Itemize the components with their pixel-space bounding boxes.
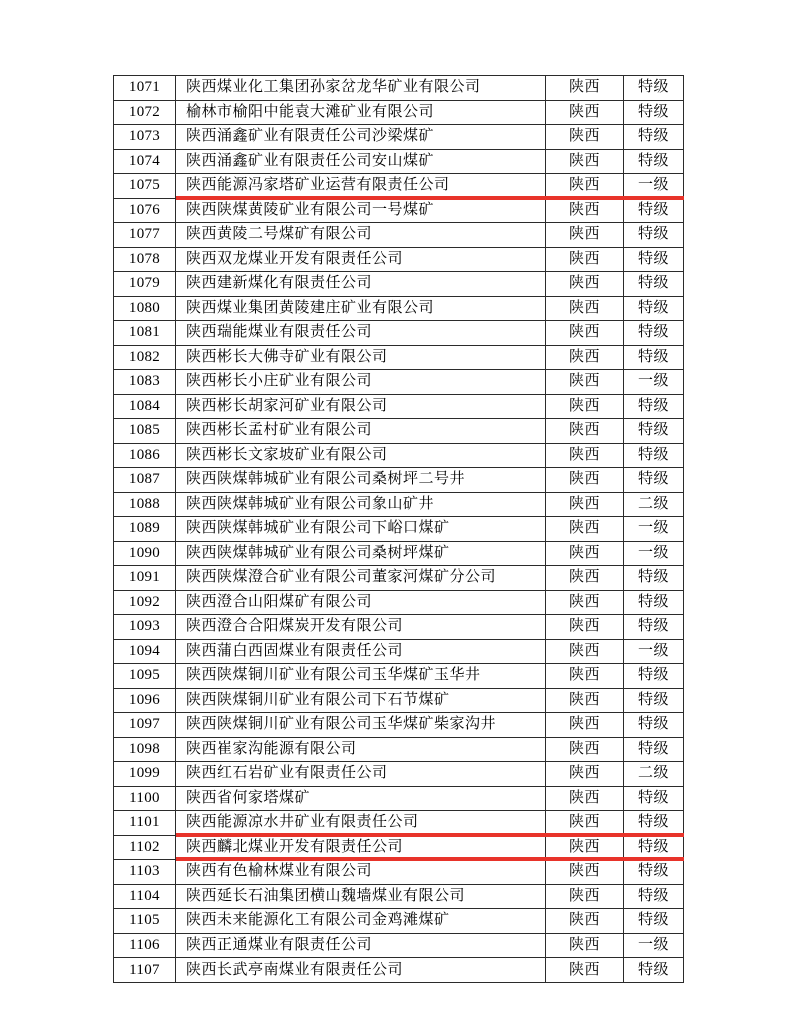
table-row: [114, 762, 684, 787]
province: 陕西: [546, 76, 624, 101]
table-row: [114, 517, 684, 542]
table-row: [114, 223, 684, 248]
table-row: [114, 76, 684, 101]
province: 陕西: [546, 664, 624, 689]
table-row: [114, 615, 684, 640]
grade: 特级: [624, 787, 684, 812]
row-number: 1101: [114, 811, 176, 836]
table-row: [114, 150, 684, 175]
row-number: 1105: [114, 909, 176, 934]
grade: 一级: [624, 517, 684, 542]
company-name: 榆林市榆阳中能袁大滩矿业有限公司: [176, 101, 546, 126]
table-row: [114, 101, 684, 126]
company-name: 陕西彬长小庄矿业有限公司: [176, 370, 546, 395]
grade: 一级: [624, 640, 684, 665]
company-name: 陕西彬长文家坡矿业有限公司: [176, 444, 546, 469]
company-grade-table: [113, 75, 684, 983]
grade: 特级: [624, 860, 684, 885]
table-row: [114, 787, 684, 812]
province: 陕西: [546, 199, 624, 224]
row-number: 1093: [114, 615, 176, 640]
table-body: [114, 76, 684, 983]
company-name: 陕西省何家塔煤矿: [176, 787, 546, 812]
table-row: [114, 909, 684, 934]
table-row: [114, 272, 684, 297]
province: 陕西: [546, 542, 624, 567]
province: 陕西: [546, 321, 624, 346]
company-name: 陕西彬长胡家河矿业有限公司: [176, 395, 546, 420]
row-number: 1092: [114, 591, 176, 616]
row-number: 1078: [114, 248, 176, 273]
grade: 特级: [624, 419, 684, 444]
grade: 二级: [624, 762, 684, 787]
row-number: 1097: [114, 713, 176, 738]
grade: 特级: [624, 713, 684, 738]
grade: 特级: [624, 76, 684, 101]
province: 陕西: [546, 934, 624, 959]
province: 陕西: [546, 395, 624, 420]
grade: 特级: [624, 223, 684, 248]
table-row: [114, 811, 684, 836]
table-row: [114, 566, 684, 591]
company-name: 陕西煤业集团黄陵建庄矿业有限公司: [176, 297, 546, 322]
table-row: [114, 860, 684, 885]
company-name: 陕西延长石油集团横山魏墙煤业有限公司: [176, 885, 546, 910]
company-name: 陕西未来能源化工有限公司金鸡滩煤矿: [176, 909, 546, 934]
grade: 二级: [624, 493, 684, 518]
company-name: 陕西黄陵二号煤矿有限公司: [176, 223, 546, 248]
province: 陕西: [546, 689, 624, 714]
province: 陕西: [546, 101, 624, 126]
grade: 特级: [624, 958, 684, 983]
grade: 特级: [624, 125, 684, 150]
company-name: 陕西陕煤黄陵矿业有限公司一号煤矿: [176, 199, 546, 224]
grade: 特级: [624, 444, 684, 469]
table-row: [114, 199, 684, 224]
row-number: 1084: [114, 395, 176, 420]
province: 陕西: [546, 223, 624, 248]
grade: 特级: [624, 615, 684, 640]
company-name: 陕西能源冯家塔矿业运营有限责任公司: [176, 174, 546, 199]
table-row: [114, 958, 684, 983]
province: 陕西: [546, 787, 624, 812]
row-number: 1071: [114, 76, 176, 101]
province: 陕西: [546, 615, 624, 640]
table-row: [114, 591, 684, 616]
grade: 一级: [624, 934, 684, 959]
table-row: [114, 640, 684, 665]
grade: 特级: [624, 664, 684, 689]
province: 陕西: [546, 836, 624, 861]
province: 陕西: [546, 885, 624, 910]
row-number: 1072: [114, 101, 176, 126]
grade: 特级: [624, 101, 684, 126]
grade: 特级: [624, 150, 684, 175]
row-number: 1083: [114, 370, 176, 395]
row-number: 1089: [114, 517, 176, 542]
grade: 特级: [624, 909, 684, 934]
table-row: [114, 370, 684, 395]
row-number: 1094: [114, 640, 176, 665]
table-row: [114, 738, 684, 763]
company-name: 陕西陕煤铜川矿业有限公司玉华煤矿玉华井: [176, 664, 546, 689]
company-name: 陕西彬长大佛寺矿业有限公司: [176, 346, 546, 371]
row-number: 1086: [114, 444, 176, 469]
grade: 特级: [624, 738, 684, 763]
row-number: 1095: [114, 664, 176, 689]
grade: 特级: [624, 836, 684, 861]
row-number: 1081: [114, 321, 176, 346]
row-number: 1079: [114, 272, 176, 297]
province: 陕西: [546, 444, 624, 469]
row-number: 1107: [114, 958, 176, 983]
company-name: 陕西煤业化工集团孙家岔龙华矿业有限公司: [176, 76, 546, 101]
province: 陕西: [546, 248, 624, 273]
province: 陕西: [546, 909, 624, 934]
table-row: [114, 934, 684, 959]
row-number: 1075: [114, 174, 176, 199]
grade: 特级: [624, 395, 684, 420]
row-number: 1077: [114, 223, 176, 248]
grade: 特级: [624, 468, 684, 493]
province: 陕西: [546, 517, 624, 542]
row-number: 1100: [114, 787, 176, 812]
row-number: 1074: [114, 150, 176, 175]
province: 陕西: [546, 713, 624, 738]
province: 陕西: [546, 150, 624, 175]
company-name: 陕西陕煤韩城矿业有限公司象山矿井: [176, 493, 546, 518]
company-name: 陕西澄合合阳煤炭开发有限公司: [176, 615, 546, 640]
table-row: [114, 713, 684, 738]
row-number: 1073: [114, 125, 176, 150]
company-name: 陕西正通煤业有限责任公司: [176, 934, 546, 959]
company-name: 陕西陕煤铜川矿业有限公司下石节煤矿: [176, 689, 546, 714]
grade: 一级: [624, 542, 684, 567]
company-name: 陕西涌鑫矿业有限责任公司沙梁煤矿: [176, 125, 546, 150]
row-number: 1106: [114, 934, 176, 959]
company-name: 陕西瑞能煤业有限责任公司: [176, 321, 546, 346]
province: 陕西: [546, 566, 624, 591]
province: 陕西: [546, 272, 624, 297]
company-name: 陕西陕煤韩城矿业有限公司桑树坪二号井: [176, 468, 546, 493]
grade: 一级: [624, 174, 684, 199]
province: 陕西: [546, 125, 624, 150]
company-name: 陕西陕煤韩城矿业有限公司下峪口煤矿: [176, 517, 546, 542]
company-name: 陕西涌鑫矿业有限责任公司安山煤矿: [176, 150, 546, 175]
row-number: 1098: [114, 738, 176, 763]
province: 陕西: [546, 174, 624, 199]
row-number: 1099: [114, 762, 176, 787]
province: 陕西: [546, 297, 624, 322]
grade: 特级: [624, 689, 684, 714]
company-name: 陕西陕煤铜川矿业有限公司玉华煤矿柴家沟井: [176, 713, 546, 738]
company-name: 陕西麟北煤业开发有限责任公司: [176, 836, 546, 861]
grade: 特级: [624, 811, 684, 836]
province: 陕西: [546, 468, 624, 493]
grade: 特级: [624, 297, 684, 322]
table-row: [114, 493, 684, 518]
table-row: [114, 174, 684, 199]
company-name: 陕西能源凉水井矿业有限责任公司: [176, 811, 546, 836]
row-number: 1087: [114, 468, 176, 493]
province: 陕西: [546, 493, 624, 518]
grade: 一级: [624, 370, 684, 395]
province: 陕西: [546, 640, 624, 665]
row-number: 1104: [114, 885, 176, 910]
grade: 特级: [624, 248, 684, 273]
table-row: [114, 125, 684, 150]
province: 陕西: [546, 762, 624, 787]
province: 陕西: [546, 958, 624, 983]
grade: 特级: [624, 885, 684, 910]
table-row: [114, 248, 684, 273]
table-row: [114, 885, 684, 910]
province: 陕西: [546, 591, 624, 616]
table-row: [114, 297, 684, 322]
company-name: 陕西双龙煤业开发有限责任公司: [176, 248, 546, 273]
table-row: [114, 395, 684, 420]
grade: 特级: [624, 321, 684, 346]
row-number: 1080: [114, 297, 176, 322]
row-number: 1091: [114, 566, 176, 591]
row-number: 1082: [114, 346, 176, 371]
company-name: 陕西红石岩矿业有限责任公司: [176, 762, 546, 787]
company-name: 陕西陕煤韩城矿业有限公司桑树坪煤矿: [176, 542, 546, 567]
row-number: 1090: [114, 542, 176, 567]
province: 陕西: [546, 370, 624, 395]
table-row: [114, 664, 684, 689]
company-name: 陕西有色榆林煤业有限公司: [176, 860, 546, 885]
table-row: [114, 689, 684, 714]
grade: 特级: [624, 591, 684, 616]
table-row: [114, 542, 684, 567]
row-number: 1103: [114, 860, 176, 885]
company-name: 陕西澄合山阳煤矿有限公司: [176, 591, 546, 616]
grade: 特级: [624, 566, 684, 591]
grade: 特级: [624, 199, 684, 224]
row-number: 1088: [114, 493, 176, 518]
grade: 特级: [624, 272, 684, 297]
table-row: [114, 346, 684, 371]
province: 陕西: [546, 860, 624, 885]
table-row: [114, 468, 684, 493]
row-number: 1076: [114, 199, 176, 224]
company-name: 陕西建新煤化有限责任公司: [176, 272, 546, 297]
table-row: [114, 321, 684, 346]
company-name: 陕西蒲白西固煤业有限责任公司: [176, 640, 546, 665]
company-name: 陕西崔家沟能源有限公司: [176, 738, 546, 763]
company-name: 陕西长武亭南煤业有限责任公司: [176, 958, 546, 983]
province: 陕西: [546, 346, 624, 371]
grade: 特级: [624, 346, 684, 371]
company-name: 陕西陕煤澄合矿业有限公司董家河煤矿分公司: [176, 566, 546, 591]
province: 陕西: [546, 738, 624, 763]
row-number: 1085: [114, 419, 176, 444]
province: 陕西: [546, 811, 624, 836]
row-number: 1102: [114, 836, 176, 861]
table-row: [114, 836, 684, 861]
row-number: 1096: [114, 689, 176, 714]
company-name: 陕西彬长孟村矿业有限公司: [176, 419, 546, 444]
province: 陕西: [546, 419, 624, 444]
table-row: [114, 419, 684, 444]
table-row: [114, 444, 684, 469]
